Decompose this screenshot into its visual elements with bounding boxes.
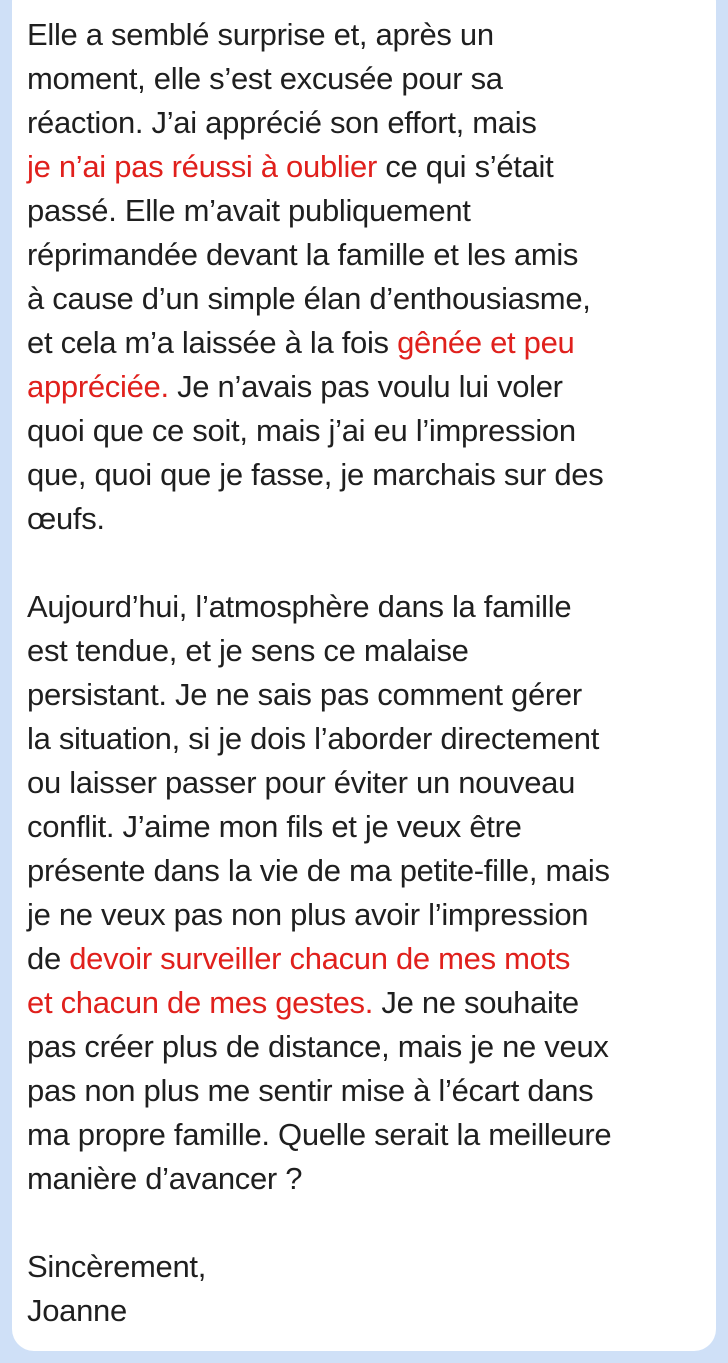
text-line — [27, 937, 716, 981]
text-segment: Je ne souhaite — [373, 985, 579, 1020]
text-segment: passé. Elle m’avait publiquement — [27, 193, 471, 228]
highlighted-text: je n’ai pas réussi à oublier — [27, 149, 378, 184]
text-line — [27, 189, 716, 233]
signature: Joanne — [27, 1293, 127, 1328]
text-segment: Elle a semblé surprise et, après un — [27, 17, 494, 52]
text-segment: réaction. J’ai apprécié son effort, mais — [27, 105, 537, 140]
text-segment: moment, elle s’est excusée pour sa — [27, 61, 503, 96]
text-line — [27, 13, 716, 57]
text-line — [27, 145, 716, 189]
text-segment: conflit. J’aime mon fils et je veux être — [27, 809, 522, 844]
text-line — [27, 365, 716, 409]
text-line — [27, 101, 716, 145]
paragraph-1 — [27, 13, 716, 541]
text-line — [27, 893, 716, 937]
text-line — [27, 629, 716, 673]
text-segment: et cela m’a laissée à la fois — [27, 325, 398, 360]
text-line — [27, 1025, 716, 1069]
highlighted-text: et chacun de mes gestes. — [27, 985, 374, 1020]
text-segment: pas non plus me sentir mise à l’écart dans — [27, 1073, 594, 1108]
text-segment: manière d’avancer ? — [27, 1161, 303, 1196]
text-segment: réprimandée devant la famille et les amis — [27, 237, 579, 272]
paragraph-2 — [27, 585, 716, 1201]
text-segment: pas créer plus de distance, mais je ne veux — [27, 1029, 609, 1064]
text-line — [27, 805, 716, 849]
text-segment: ma propre famille. Quelle serait la meilleure — [27, 1117, 612, 1152]
text-segment: à cause d’un simple élan d’enthousiasme, — [27, 281, 591, 316]
letter-card — [12, 0, 716, 1351]
text-segment: quoi que ce soit, mais j’ai eu l’impression — [27, 413, 576, 448]
text-segment: de — [27, 941, 70, 976]
text-line — [27, 717, 716, 761]
text-segment: persistant. Je ne sais pas comment gérer — [27, 677, 582, 712]
text-segment: présente dans la vie de ma petite-fille, mais — [27, 853, 610, 888]
text-line — [27, 321, 716, 365]
text-line — [27, 233, 716, 277]
paragraph-spacer — [27, 541, 716, 585]
text-segment: Aujourd’hui, l’atmosphère dans la famille — [27, 589, 572, 624]
paragraph-spacer — [27, 1201, 716, 1245]
text-line — [27, 453, 716, 497]
text-line — [27, 585, 716, 629]
text-segment: ce qui s’était — [377, 149, 554, 184]
letter-body — [27, 13, 716, 1333]
text-line — [27, 761, 716, 805]
text-line — [27, 409, 716, 453]
text-line — [27, 1157, 716, 1201]
text-line — [27, 1113, 716, 1157]
text-segment: Je n’avais pas voulu lui voler — [168, 369, 563, 404]
text-segment: je ne veux pas non plus avoir l’impression — [27, 897, 589, 932]
text-line — [27, 981, 716, 1025]
text-line — [27, 277, 716, 321]
text-line — [27, 57, 716, 101]
text-line — [27, 673, 716, 717]
closing-line: Sincèrement, — [27, 1249, 207, 1284]
text-segment: la situation, si je dois l’aborder directement — [27, 721, 600, 756]
highlighted-text: gênée et peu — [397, 325, 575, 360]
text-line — [27, 849, 716, 893]
text-line — [27, 497, 716, 541]
text-segment: ou laisser passer pour éviter un nouveau — [27, 765, 576, 800]
highlighted-text: appréciée. — [27, 369, 169, 404]
text-segment: que, quoi que je fasse, je marchais sur des — [27, 457, 604, 492]
highlighted-text: devoir surveiller chacun de mes mots — [69, 941, 571, 976]
text-segment: est tendue, et je sens ce malaise — [27, 633, 469, 668]
text-segment: œufs. — [27, 501, 105, 536]
text-line — [27, 1069, 716, 1113]
